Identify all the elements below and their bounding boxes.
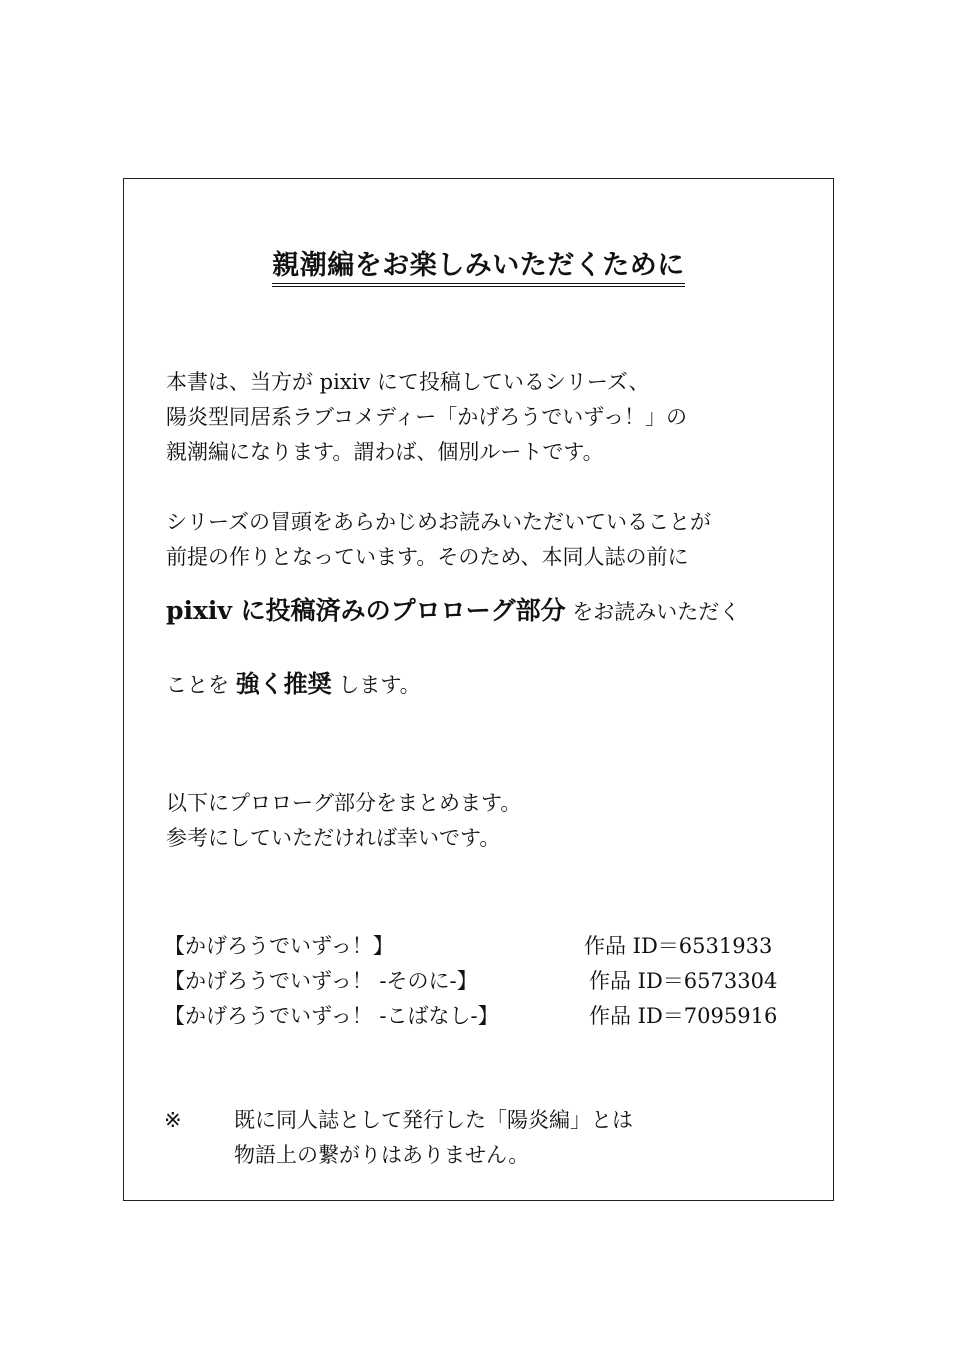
recommend-text-after: します。 [331, 673, 421, 697]
work-title: 【かげろうでいずっ！ -こばなし-】 [164, 1004, 499, 1028]
premise-paragraph [166, 505, 711, 575]
intro-paragraph [166, 365, 687, 470]
notice-frame [123, 178, 834, 1201]
recommend-bold-text: pixiv に投稿済みのプロローグ部分 [166, 596, 566, 625]
recommend-text: をお読みいただく [565, 600, 741, 624]
recommend-line-1 [166, 593, 740, 630]
intro-line: 親潮編になります。謂わば、個別ルートです。 [166, 440, 604, 464]
page-title-text: 親潮編をお楽しみいただくために [272, 250, 685, 287]
premise-line: シリーズの冒頭をあらかじめお読みいただいていることが [166, 510, 711, 534]
summary-paragraph [166, 786, 521, 856]
work-row [164, 999, 794, 1034]
footnote-text [234, 1103, 633, 1173]
reference-mark: ※ [164, 1108, 182, 1132]
page-title [124, 243, 833, 282]
summary-line: 以下にプロローグ部分をまとめます。 [166, 791, 522, 815]
intro-line: 本書は、当方が pixiv にて投稿しているシリーズ、 [166, 370, 650, 394]
footnote-line: 物語上の繋がりはありません。 [234, 1143, 530, 1167]
work-row [164, 929, 794, 964]
work-row [164, 964, 794, 999]
intro-line: 陽炎型同居系ラブコメディー「かげろうでいずっ！」の [166, 405, 688, 429]
summary-line: 参考にしていただければ幸いです。 [166, 826, 501, 850]
work-title: 【かげろうでいずっ！ -そのに-】 [164, 969, 478, 993]
works-list [164, 929, 794, 1034]
work-id: 作品 ID＝6573304 [589, 969, 778, 993]
strong-recommend-text: 強く推奨 [235, 669, 332, 698]
premise-line: 前提の作りとなっています。そのため、本同人誌の前に [166, 545, 689, 569]
footnote-line: 既に同人誌として発行した「陽炎編」とは [234, 1108, 633, 1132]
work-title: 【かげろうでいずっ！】 [164, 934, 394, 958]
recommend-line-2 [166, 666, 421, 703]
recommend-text-before: ことを [166, 673, 236, 697]
work-id: 作品 ID＝7095916 [589, 1004, 778, 1028]
work-id: 作品 ID＝6531933 [584, 934, 773, 958]
